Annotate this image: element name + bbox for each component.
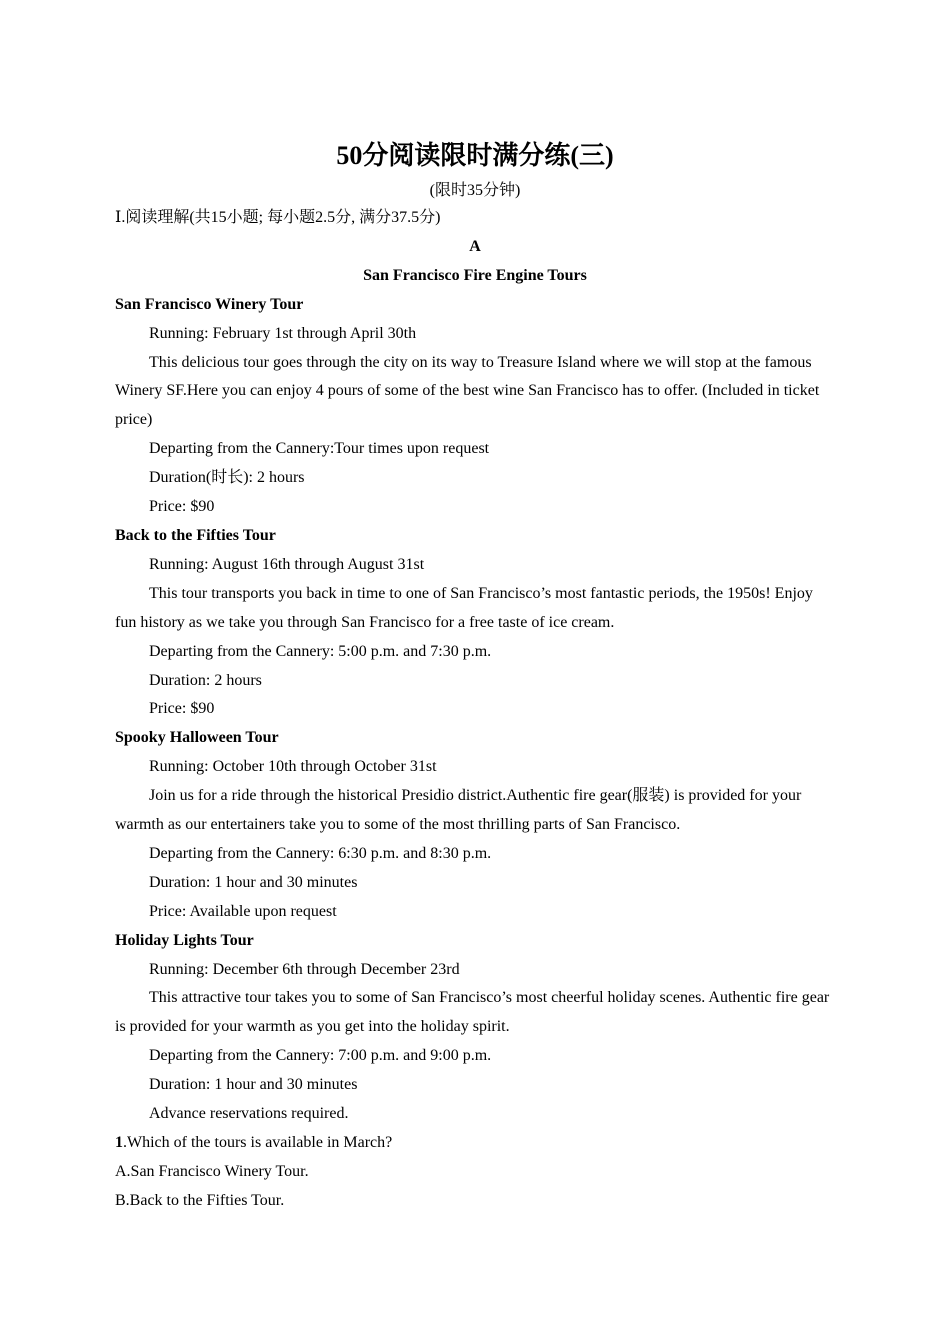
tour-reservation-note: Advance reservations required. xyxy=(149,1105,349,1123)
tour-departing: Departing from the Cannery: 6:30 p.m. and 8:30 p.m. xyxy=(149,844,492,862)
tour-price: Price: Available upon request xyxy=(149,902,337,920)
passage-title: San Francisco Fire Engine Tours xyxy=(363,266,587,284)
tour-price: Price: $90 xyxy=(149,498,215,516)
tour-departing: Departing from the Cannery: 7:00 p.m. and 9:00 p.m. xyxy=(149,1047,492,1065)
tour-name: Holiday Lights Tour xyxy=(115,931,254,949)
tour-name: San Francisco Winery Tour xyxy=(115,295,304,313)
tour-description: Join us for a ride through the historical Presidio district.Authentic fire gear(服装) is provided for your warmth as our entertainers take you to some of the most thrilling parts of San Francisco. xyxy=(115,787,802,834)
tour-departing: Departing from the Cannery: 5:00 p.m. and 7:30 p.m. xyxy=(149,642,492,660)
document-page xyxy=(115,136,835,1216)
question-1 xyxy=(115,1129,835,1216)
tour-running: Running: February 1st through April 30th xyxy=(149,324,417,342)
tour-duration: Duration: 2 hours xyxy=(149,671,262,689)
passage-label: A xyxy=(469,237,481,255)
tour-halloween xyxy=(115,724,835,926)
tour-departing: Departing from the Cannery:Tour times upon request xyxy=(149,440,490,458)
question-text: .Which of the tours is available in March? xyxy=(123,1134,393,1151)
tour-name: Spooky Halloween Tour xyxy=(115,729,279,747)
tour-running: Running: August 16th through August 31st xyxy=(149,555,425,573)
question-stem xyxy=(115,1129,835,1158)
tour-running: Running: December 6th through December 23rd xyxy=(149,960,460,978)
tour-holiday-lights xyxy=(115,927,835,1129)
page-title: 50分阅读限时满分练(三) xyxy=(336,141,614,170)
option-b: B.Back to the Fifties Tour. xyxy=(115,1191,285,1209)
tour-description: This tour transports you back in time to one of San Francisco’s most fantastic periods, the 1950s! Enjoy fun history as we take you through San Francisco for a free taste of ice cream. xyxy=(115,584,813,631)
tour-name: Back to the Fifties Tour xyxy=(115,526,276,544)
tour-duration: Duration: 1 hour and 30 minutes xyxy=(149,873,358,891)
tour-duration: Duration: 1 hour and 30 minutes xyxy=(149,1076,358,1094)
tour-duration: Duration(时长): 2 hours xyxy=(149,469,305,487)
tour-description: This delicious tour goes through the city on its way to Treasure Island where we will stop at the famous Winery SF.Here you can enjoy 4 pours of some of the best wine San Francisco has to offer. (Included in ticket price) xyxy=(115,353,820,429)
tour-price: Price: $90 xyxy=(149,700,215,718)
tour-fifties xyxy=(115,522,835,724)
option-a: A.San Francisco Winery Tour. xyxy=(115,1162,309,1180)
time-limit: (限时35分钟) xyxy=(429,182,521,199)
tour-description: This attractive tour takes you to some of San Francisco’s most cheerful holiday scenes. Authentic fire gear is provided for your warmth as you get into the holiday spirit. xyxy=(115,989,830,1036)
tour-running: Running: October 10th through October 31st xyxy=(149,758,437,776)
question-number: 1 xyxy=(115,1134,123,1151)
tour-winery xyxy=(115,291,835,522)
section-heading: Ⅰ.阅读理解(共15小题; 每小题2.5分, 满分37.5分) xyxy=(115,209,441,226)
